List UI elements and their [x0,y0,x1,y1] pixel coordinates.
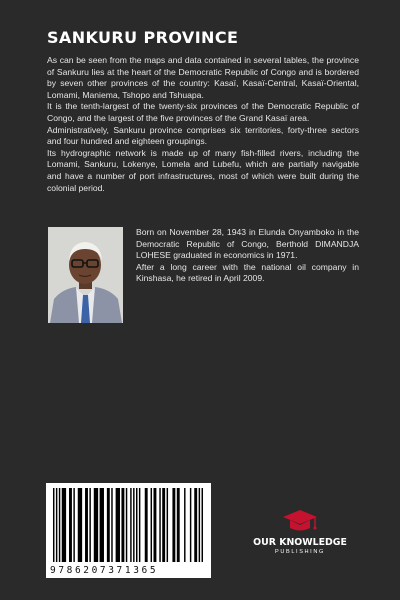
publisher-logo [252,508,348,555]
barcode-bar [53,488,54,562]
barcode-bar [172,488,175,562]
barcode-bar [190,488,191,562]
barcode-bar [121,488,124,562]
barcode-bar [56,488,57,562]
barcode-bar [62,488,66,562]
publisher-subtitle: PUBLISHING [275,549,325,555]
graduation-cap-icon [282,508,318,536]
barcode-bar [69,488,72,562]
biography-paragraph: Born on November 28, 1943 in Elunda Onyamboko in the Democratic Republic of Congo, Berthold DIMANDJA LOHESE graduated in economics in 1971. [136,227,359,261]
barcode-bar [159,488,160,562]
barcode-bar [167,488,168,562]
barcode-bar [194,488,197,562]
author-photo [48,227,123,323]
barcode-bar [184,488,185,562]
description-paragraph: As can be seen from the maps and data contained in several tables, the province of Sankuru lies at the heart of the Democratic Republic of Congo and is bordered by seven other provinces of the country: Kasaï, Kasaï-Central, Kasaï-Oriental, Lomami, Maniema, Tshopo and Tshuapa. [47,55,359,100]
barcode-bar [116,488,120,562]
description-paragraph: It is the tenth-largest of the twenty-six provinces of the Democratic Republic of Congo, and the largest of the five provinces of the Grand Kasaï area. [47,101,359,123]
barcode-bar [133,488,134,562]
publisher-name: OUR KNOWLEDGE [253,537,347,548]
barcode-bar [202,488,203,562]
barcode-bar [73,488,74,562]
barcode-bar [126,488,127,562]
barcode-bar [153,488,156,562]
barcode-bar [89,488,90,562]
barcode-bar [130,488,131,562]
barcode-bar [59,488,60,562]
isbn-barcode [46,483,211,578]
biography-paragraph: After a long career with the national oil company in Kinshasa, he retired in April 2009. [136,261,359,284]
barcode-bar [111,488,112,562]
barcode-bar [151,488,152,562]
barcode-bar [199,488,200,562]
barcode-bars [51,488,206,562]
barcode-bar [139,488,140,562]
barcode-bar [107,488,110,562]
description-paragraph: Administratively, Sankuru province comprises six territories, forty-three sectors and four hundred and eighteen groupings. [47,124,359,147]
barcode-bar [85,488,88,562]
barcode-bar [94,488,98,562]
author-biography [136,227,359,285]
description-paragraph: Its hydrographic network is made up of many fish-filled rivers, including the Lomami, Sankuru, Lokenye, Lomela and Lubefu, which are partially navigable and have a number of port infrastructures, most of which were built during the colonial period. [47,147,359,193]
barcode-bar [145,488,148,562]
book-title: SANKURU PROVINCE [47,28,239,47]
barcode-bar [136,488,137,562]
barcode-bar [162,488,165,562]
barcode-bar [78,488,82,562]
book-description [47,55,359,194]
isbn-number: 9786207371365 [50,565,159,576]
barcode-bar [177,488,180,562]
barcode-bar [100,488,104,562]
